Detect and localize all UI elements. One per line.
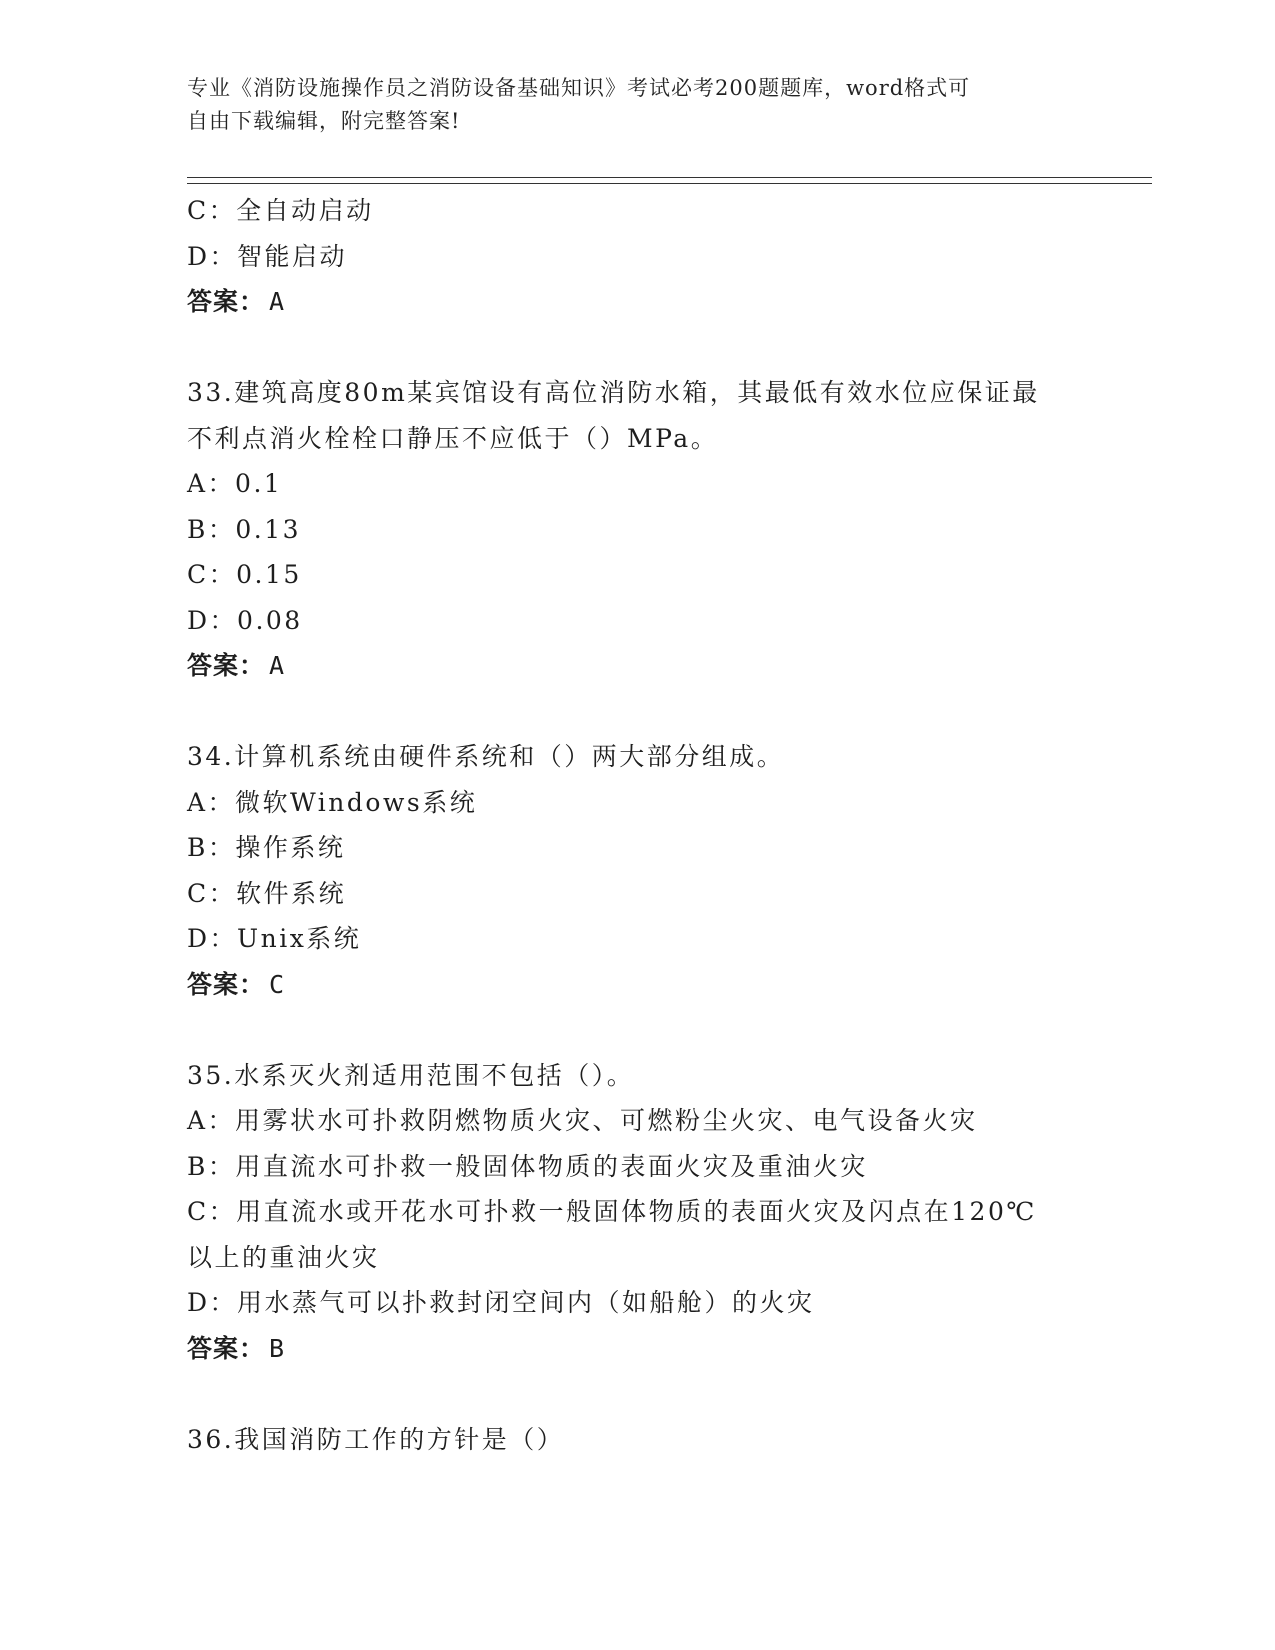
question-gap (187, 1007, 1087, 1053)
option-a: A：0.1 (187, 469, 283, 498)
option-d: D：用水蒸气可以扑救封闭空间内（如船舱）的火灾 (187, 1288, 815, 1317)
header-line-1: 专业《消防设施操作员之消防设备基础知识》考试必考200题题库，word格式可 (187, 76, 971, 100)
answer-label: 答案： (187, 651, 266, 680)
option-a: A：微软Windows系统 (187, 787, 478, 817)
question-stem: 34.计算机系统由硬件系统和（）两大部分组成。 (187, 742, 785, 771)
question-gap (187, 689, 1087, 735)
answer-line (187, 962, 1087, 1008)
question-34 (187, 734, 1087, 1007)
option-c-continued: 以上的重油火灾 (187, 1242, 380, 1272)
question-list (187, 188, 1087, 1462)
answer-label: 答案： (187, 1333, 266, 1363)
answer-line (187, 643, 1087, 689)
header-double-rule (187, 177, 1152, 184)
question-33 (187, 370, 1087, 689)
question-gap (187, 325, 1087, 371)
answer-value: C (269, 969, 286, 999)
option-d: D：Unix系统 (187, 924, 362, 953)
header-line-2: 自由下载编辑，附完整答案! (187, 109, 461, 133)
option-c: C：全自动启动 (187, 196, 374, 225)
option-c: C：0.15 (187, 560, 302, 589)
option-a: A：用雾状水可扑救阴燃物质火灾、可燃粉尘火灾、电气设备火灾 (187, 1106, 978, 1135)
answer-value: A (269, 287, 286, 316)
option-b: B：操作系统 (187, 833, 346, 862)
answer-value: A (269, 651, 286, 680)
answer-line (187, 279, 1087, 325)
option-b: B：用直流水可扑救一般固体物质的表面火灾及重油火灾 (187, 1151, 868, 1181)
answer-value: B (269, 1333, 286, 1363)
option-c: C：软件系统 (187, 878, 347, 908)
question-32-tail (187, 188, 1087, 325)
answer-label: 答案： (187, 969, 266, 999)
option-d: D：智能启动 (187, 241, 348, 271)
option-c: C：用直流水或开花水可扑救一般固体物质的表面火灾及闪点在120℃ (187, 1197, 1037, 1226)
question-stem: 36.我国消防工作的方针是（） (187, 1424, 565, 1454)
question-35 (187, 1053, 1087, 1372)
option-d: D：0.08 (187, 605, 303, 635)
question-stem: 33.建筑高度80m某宾馆设有高位消防水箱，其最低有效水位应保证最 (187, 378, 1040, 407)
question-stem: 35.水系灭火剂适用范围不包括（）。 (187, 1060, 635, 1090)
question-gap (187, 1371, 1087, 1417)
answer-label: 答案： (187, 287, 266, 316)
document-header-note (187, 72, 1067, 138)
option-b: B：0.13 (187, 514, 302, 544)
answer-line (187, 1326, 1087, 1372)
question-stem-continued: 不利点消火栓栓口静压不应低于（）MPa。 (187, 423, 719, 453)
question-36 (187, 1417, 1087, 1463)
